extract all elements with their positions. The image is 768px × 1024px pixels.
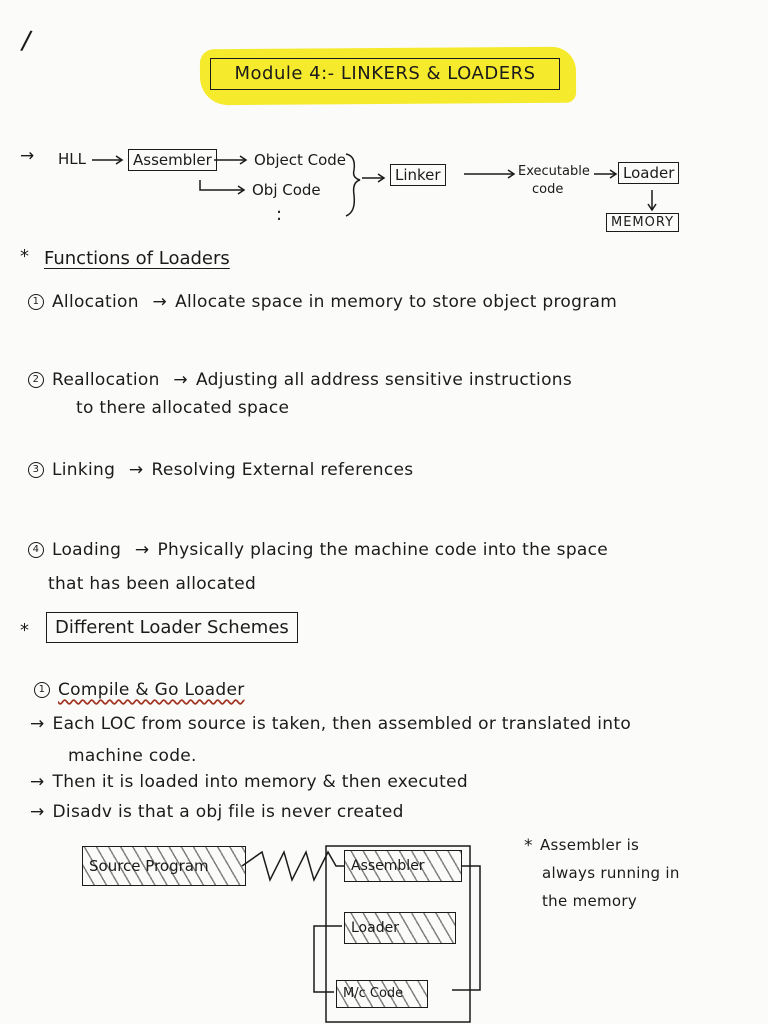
note-star: * [524,836,533,856]
page-title: Module 4:- LINKERS & LOADERS [210,58,560,90]
note-line-3: the memory [542,892,638,910]
lead-arrow: → [20,146,35,166]
item-number: 4 [28,542,44,558]
flow-linker-box: Linker [390,164,446,186]
point-arrow: → [30,802,45,822]
item-term: Loading [52,540,122,560]
note-line-1: Assembler is [540,836,640,854]
item-desc: Allocate space in memory to store object program [175,292,618,312]
diagram-source-program: Source Program [82,846,246,886]
schemes-star: * [20,620,29,641]
compile-go-title: Compile & Go Loader [58,680,245,700]
item-desc: Resolving External references [151,460,414,480]
diagram-mc-code: M/c Code [336,980,428,1008]
flow-assembler-box: Assembler [128,149,217,171]
functions-star: * [20,246,29,267]
flow-obj-code: Obj Code [252,181,321,199]
item-number: 1 [28,294,44,310]
item-arrow: → [134,540,150,560]
functions-heading: Functions of Loaders [44,248,230,269]
point-arrow: → [30,772,45,792]
schemes-heading-box: Different Loader Schemes [46,612,298,643]
function-item-reallocation-cont: to there allocated space [76,398,290,418]
corner-tick-mark: / [19,25,34,57]
item-desc: Adjusting all address sensitive instructions [195,370,572,390]
diagram-loader: Loader [344,912,456,944]
note-line-2: always running in [542,864,680,882]
flow-dots: : [276,204,283,225]
item-arrow: → [128,460,144,480]
item-term: Allocation [52,292,139,312]
point-text: Each LOC from source is taken, then assembled or translated into [52,714,632,734]
function-item-loading-cont: that has been allocated [48,574,257,594]
item-arrow: → [152,292,168,312]
item-number: 2 [28,372,44,388]
diagram-assembler: Assembler [344,850,462,882]
point-arrow: → [30,714,45,734]
item-number: 3 [28,462,44,478]
item-term: Linking [52,460,116,480]
item-number: 1 [34,682,50,698]
flow-hll: HLL [58,150,86,168]
flow-object-code: Object Code [254,151,347,169]
item-arrow: → [173,370,188,390]
point-1-cont: machine code. [68,746,197,766]
point-text: Disadv is that a obj file is never created [52,802,404,822]
item-desc: Physically placing the machine code into the space [157,540,609,560]
loop-right-line [452,866,480,990]
item-term: Reallocation [52,370,160,390]
arrow-source-assembler [242,852,344,880]
flow-memory-box: MEMORY [606,213,679,232]
flow-executable: Executable [518,164,590,179]
flow-code: code [532,182,564,197]
point-text: Then it is loaded into memory & then executed [52,772,468,792]
flow-loader-box: Loader [618,162,679,184]
